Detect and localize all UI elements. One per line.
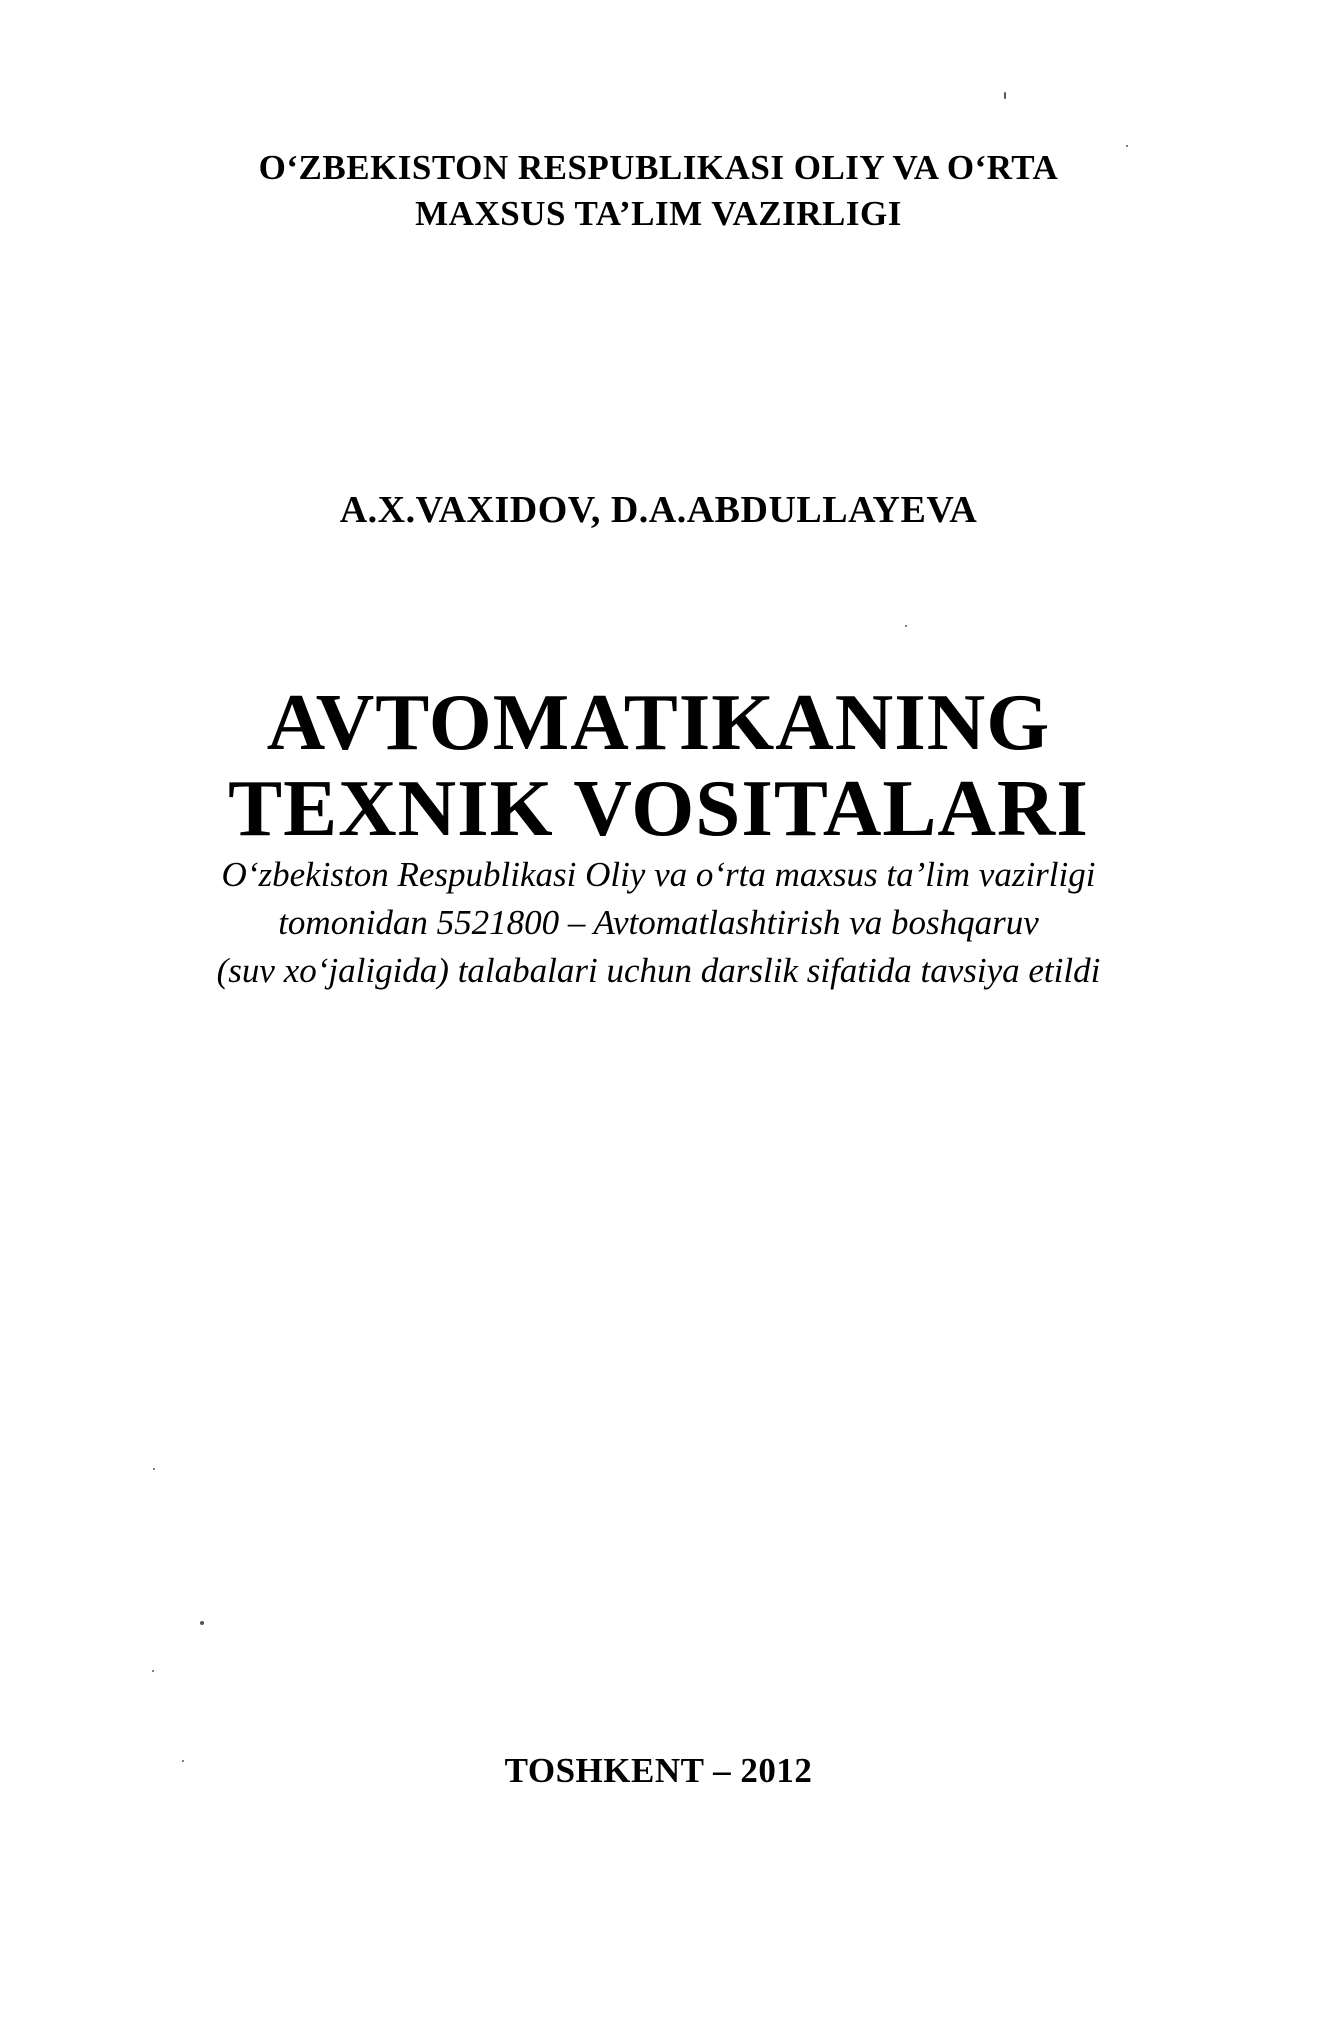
approval-note-line-2: tomonidan 5521800 – Avtomatlashtirish va boshqaruv [278,903,1039,942]
book-title-line-2: TEXNIK VOSITALARI [228,763,1089,853]
scan-speck [200,1621,204,1625]
approval-note-line-3: (suv xo‘jaligida) talabalari uchun darslik sifatida tavsiya etildi [216,951,1101,990]
scan-speck [182,1760,184,1762]
authors: A.X.VAXIDOV, D.A.ABDULLAYEVA [339,489,978,531]
scan-speck [153,1468,155,1470]
book-title-line-1: AVTOMATIKANING [266,677,1051,767]
place-and-year: TOSHKENT – 2012 [504,1751,813,1790]
scan-speck [905,625,907,627]
ministry-name-line-2: MAXSUS TA’LIM VAZIRLIGI [415,194,902,233]
scan-speck [152,1670,154,1672]
ministry-name-line-1: O‘ZBEKISTON RESPUBLIKASI OLIY VA O‘RTA [258,148,1059,187]
scan-speck [1126,145,1128,147]
scan-speck [1004,92,1006,99]
approval-note-line-1: O‘zbekiston Respublikasi Oliy va o‘rta maxsus ta’lim vazirligi [221,855,1096,894]
